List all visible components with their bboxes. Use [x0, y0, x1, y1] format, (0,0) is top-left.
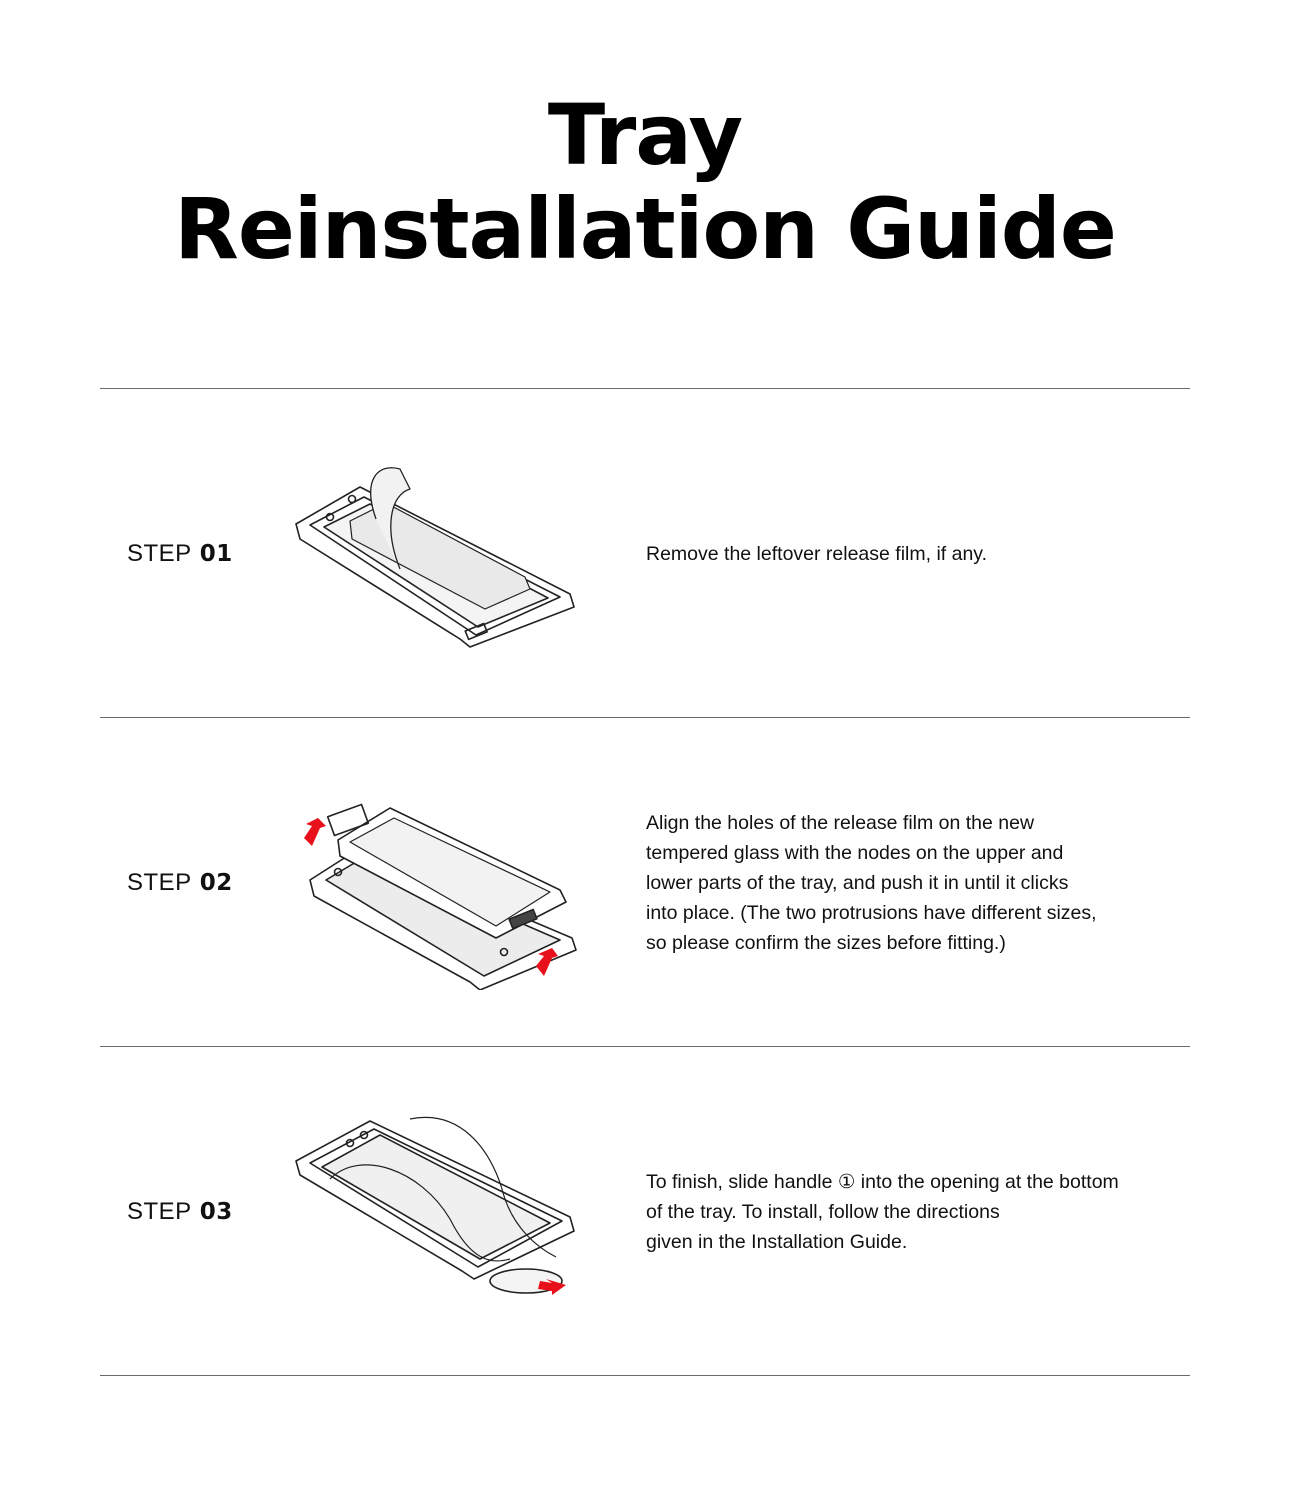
step-description: Align the holes of the release film on the new tempered glass with the nodes on the upper and lower parts of the tray, and push it in until it clicks into place. (The two protrusions have different sizes, so please confirm the sizes before fitting.) [646, 812, 1097, 954]
step-number: 03 [199, 1199, 233, 1225]
divider [100, 1375, 1190, 1376]
tray-peel-film-icon [290, 459, 590, 649]
step-label: STEP 02 [127, 869, 233, 896]
step-03 [100, 1047, 1190, 1375]
title-line-1: Tray [547, 86, 743, 184]
page-title [0, 88, 1290, 276]
step-label: STEP 03 [127, 1198, 233, 1225]
tray-insert-handle-icon [290, 1109, 590, 1309]
step-02 [100, 718, 1190, 1046]
step-number: 01 [199, 541, 233, 567]
step-description: Remove the leftover release film, if any. [646, 543, 988, 565]
tray-align-glass-icon [290, 780, 590, 990]
step-01 [100, 389, 1190, 717]
title-line-2: Reinstallation Guide [174, 180, 1116, 278]
arrow-down-left-icon [304, 818, 326, 846]
step-number: 02 [199, 870, 233, 896]
step-description: To finish, slide handle ① into the opening at the bottom of the tray. To install, follow the directions given in the Installation Guide. [646, 1171, 1119, 1253]
step-label: STEP 01 [127, 540, 233, 567]
